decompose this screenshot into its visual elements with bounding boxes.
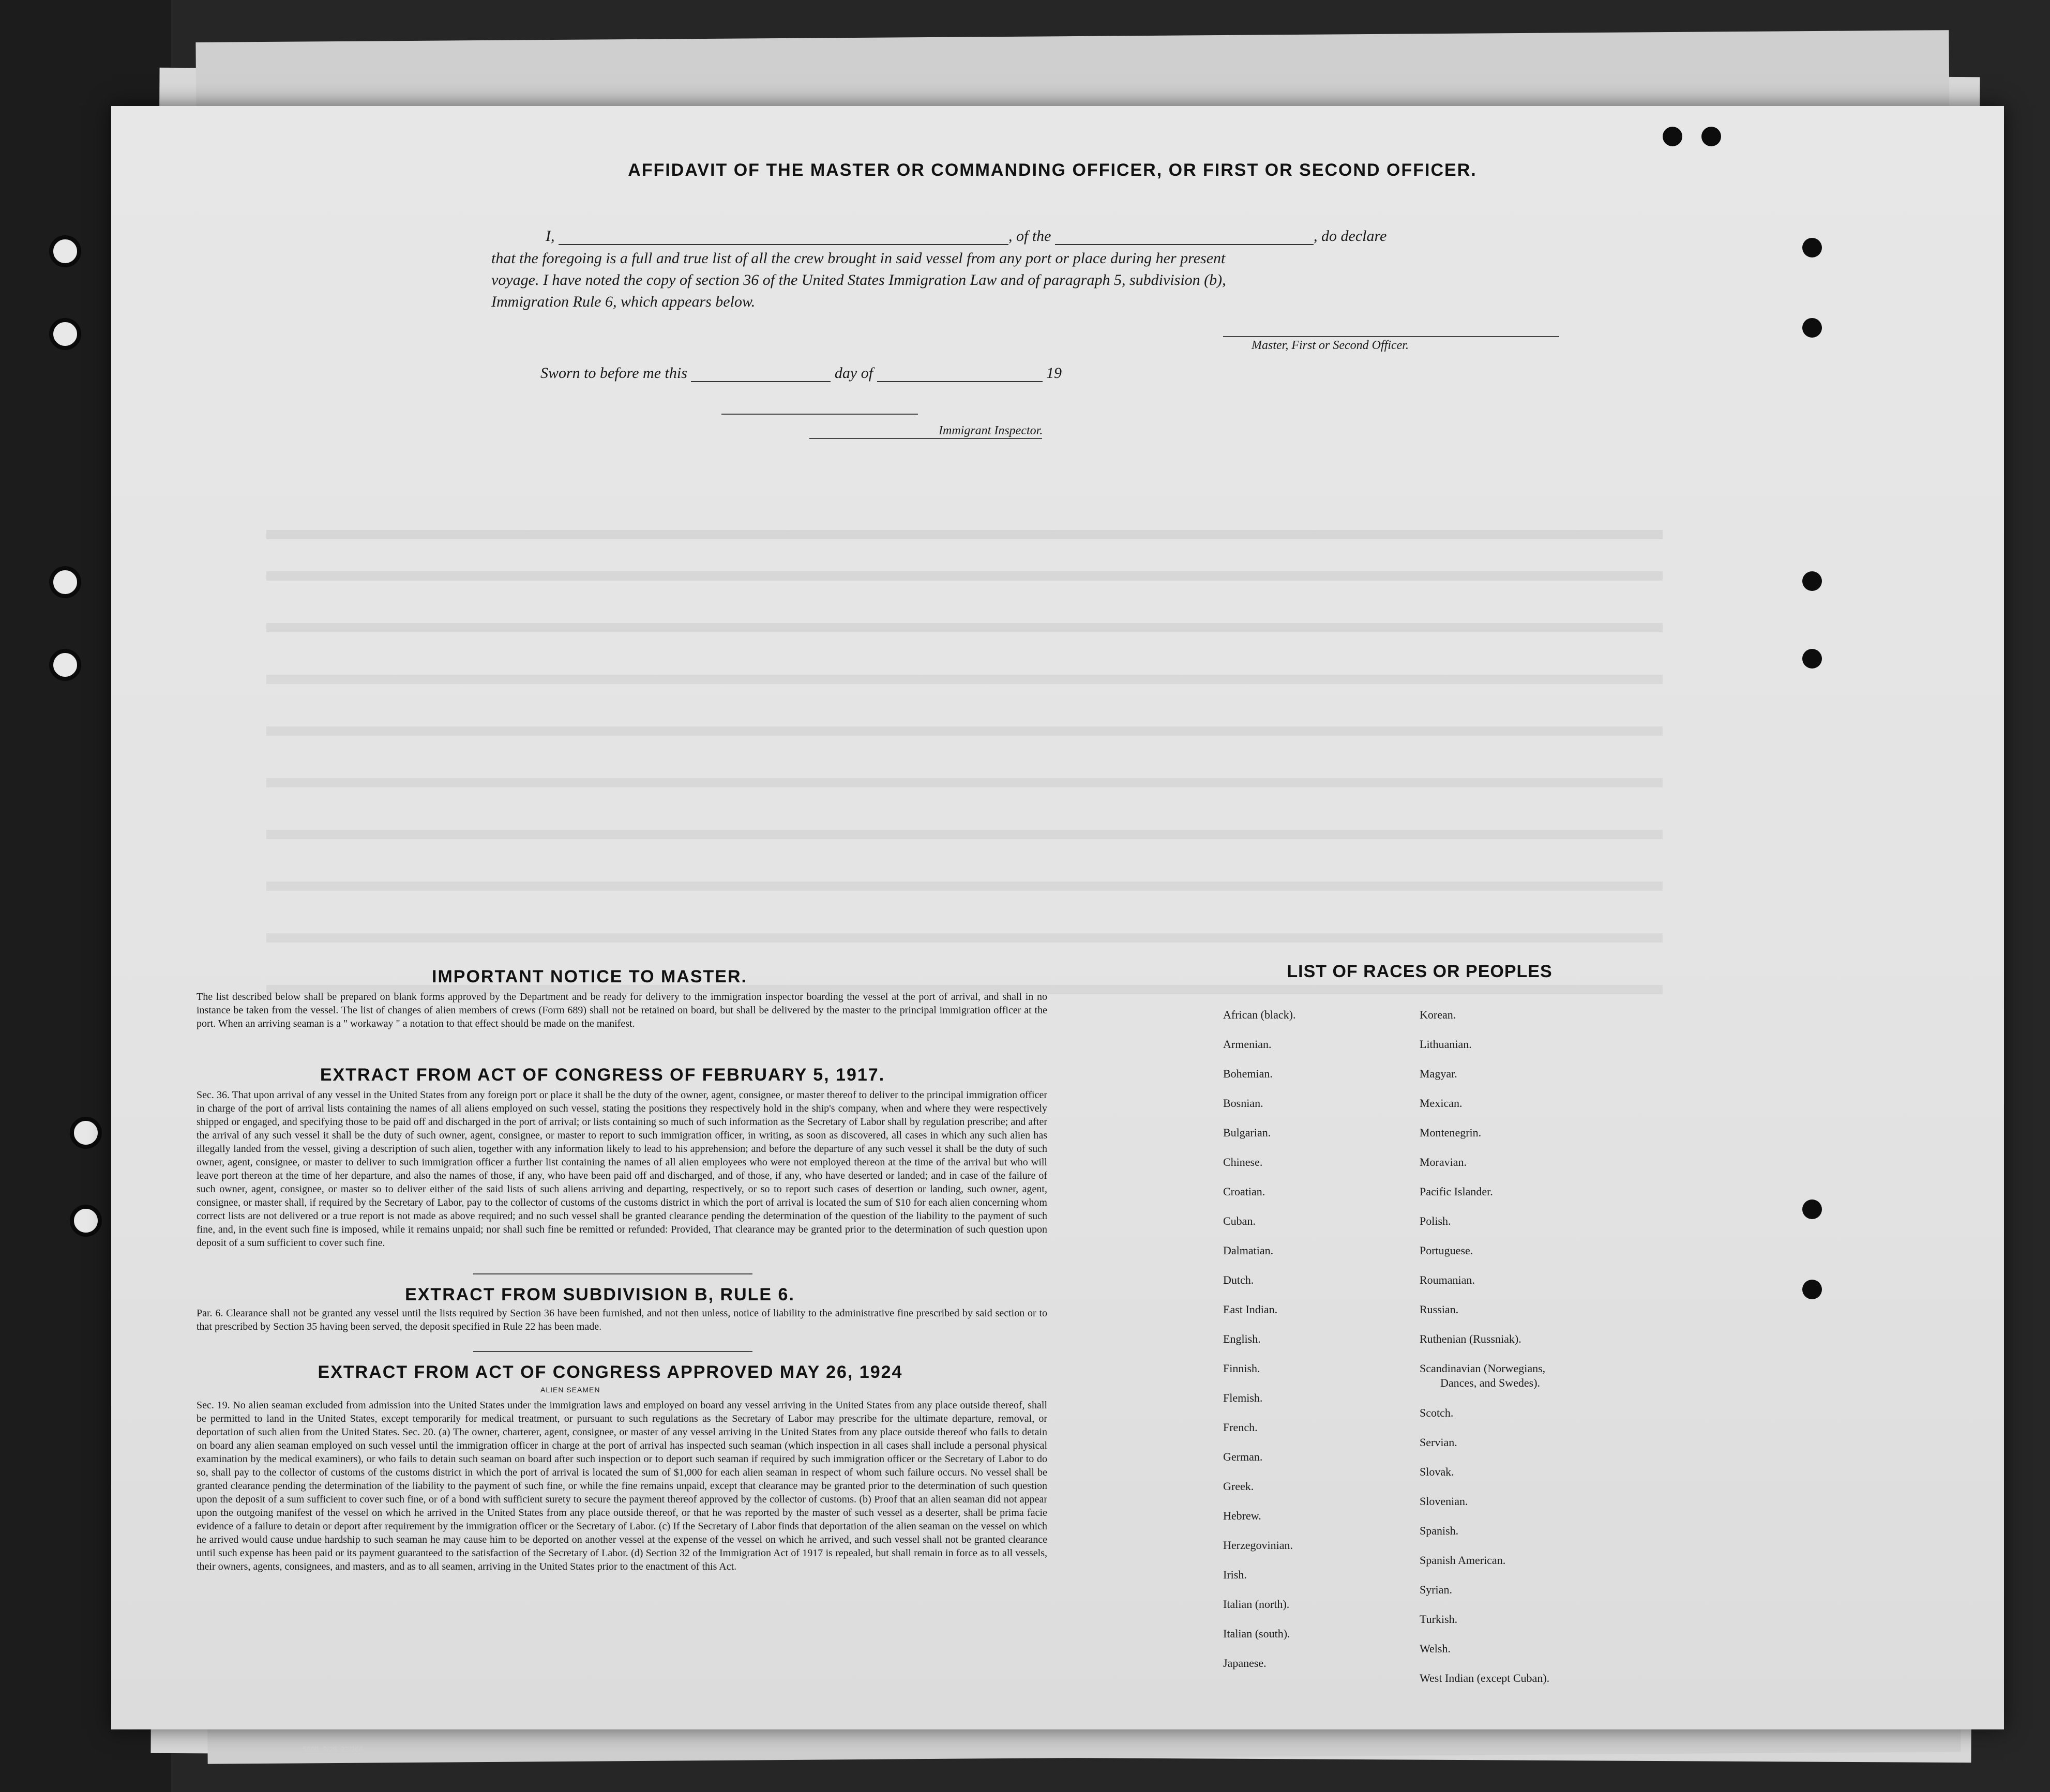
race-item: Servian. — [1420, 1436, 1457, 1449]
form-code: 5000. 3/29. 22/366. — [303, 1745, 365, 1753]
race-item: Japanese. — [1223, 1657, 1267, 1669]
show-through-row — [266, 830, 1663, 839]
binder-hole — [49, 566, 81, 598]
vessel-blank — [1055, 244, 1314, 245]
race-item: German. — [1223, 1450, 1263, 1463]
race-item: Chinese. — [1223, 1156, 1263, 1168]
race-item: Ruthenian (Russniak). — [1420, 1332, 1521, 1345]
affidavit-line-1 — [546, 227, 1580, 245]
show-through-row — [266, 882, 1663, 891]
race-item: Portuguese. — [1420, 1244, 1473, 1257]
year-prefix: 19 — [1046, 365, 1062, 382]
race-item: Bosnian. — [1223, 1097, 1263, 1110]
punch-hole — [1802, 1280, 1822, 1299]
race-item: Spanish American. — [1420, 1554, 1506, 1567]
race-item: English. — [1223, 1332, 1261, 1345]
race-item: Spanish. — [1420, 1524, 1459, 1537]
month-blank — [877, 381, 1043, 382]
race-item: Irish. — [1223, 1568, 1247, 1581]
race-item: Dalmatian. — [1223, 1244, 1274, 1257]
race-item: Bohemian. — [1223, 1067, 1273, 1080]
show-through-row — [266, 933, 1663, 943]
race-item: African (black). — [1223, 1008, 1296, 1021]
inspector-caption: Immigrant Inspector. — [939, 424, 1043, 437]
races-title: LIST OF RACES OR PEOPLES — [1287, 962, 1552, 981]
punch-hole — [1802, 571, 1822, 591]
signature-line — [1223, 336, 1559, 337]
race-item: Welsh. — [1420, 1642, 1451, 1655]
punch-hole — [1802, 649, 1822, 669]
binder-hole — [70, 1205, 102, 1237]
binder-hole — [70, 1117, 102, 1149]
show-through-row — [266, 778, 1663, 787]
punch-hole — [1802, 238, 1822, 257]
race-item: Bulgarian. — [1223, 1126, 1271, 1139]
race-item: Dutch. — [1223, 1273, 1254, 1286]
show-through-row — [266, 675, 1663, 684]
extract-rule6-body: Par. 6. Clearance shall not be granted any vessel until the lists required by Section 36 have been furnished, and not then unless, notice of liability to the administrative fine prescribed by said section or to that prescribed by Section 35 having been served, the deposit specified in Rule 22 has been made. — [197, 1308, 1047, 1332]
race-item: Dances, and Swedes). — [1440, 1376, 1541, 1389]
race-item: Slovenian. — [1420, 1495, 1468, 1508]
extract-1924-body: Sec. 19. No alien seaman excluded from admission into the United States under the immigration laws and employed on board any vessel arriving in the United States from any place outside thereof, shall be permitted to land in the United States, except temporarily for medical treatment, or pursuant to such regulations as the Secretary of Labor may prescribe for the ultimate departure, removal, or deportation of such alien from the United States. Sec. 20. (a) The owner, charterer, agent, consignee, or master of any vessel arriving in the United States from any place outside thereof who fails to detain on board any alien seaman employed on such vessel until the immigration officer in charge at the port of arrival has inspected such seaman (which inspection in all cases shall include a personal physical examination by the medical examiners), or who fails to detain such seaman on board after such inspection or to deport such seaman if required by such immigration officer or the Secretary of Labor to do so, shall pay to the collector of customs of the customs district in which the port of arrival is located the sum of $1,000 for each alien seaman in respect of whom such failure occurs. No vessel shall be granted clearance pending the determination of the liability to the payment of such fine, or while the fine remains unpaid, except that clearance may be granted prior to the determination of such question upon the deposit of a sum sufficient to cover such fine, or of a bond with sufficient surety to secure the payment thereof approved by the collector of customs. (b) Proof that an alien seaman did not appear upon the outgoing manifest of the vessel on which he arrived in the United States from any place outside thereof, or that he was reported by the master of such vessel as a deserter, shall be prima facie evidence of a failure to detain or deport after requirement by the immigration officer or the Secretary of Labor. (c) If the Secretary of Labor finds that deportation of the alien seaman on the vessel on which he arrived would cause undue hardship to such seaman he may cause him to be deported on another vessel at the expense of the vessel on which he arrived, and such vessel shall not be granted clearance until such expense has been paid or its payment guaranteed to the satisfaction of the Secretary of Labor. (d) Section 32 of the Immigration Act of 1917 is repealed, but shall remain in force as to all vessels, their owners, agents, consignees, and masters, and as to all seamen, arriving in the United States prior to the enactment of this Act. — [197, 1400, 1047, 1572]
race-item: Finnish. — [1223, 1362, 1260, 1375]
show-through-row — [266, 623, 1663, 632]
race-item: East Indian. — [1223, 1303, 1278, 1316]
race-item: Slovak. — [1420, 1465, 1454, 1478]
race-item: Hebrew. — [1223, 1509, 1261, 1522]
race-item: Armenian. — [1223, 1038, 1272, 1051]
inspector-line — [809, 438, 1042, 439]
name-blank — [559, 244, 1008, 245]
punch-hole — [1701, 127, 1721, 146]
race-item: Herzegovinian. — [1223, 1539, 1293, 1552]
race-item: Cuban. — [1223, 1214, 1256, 1227]
affidavit-declare: , do declare — [1314, 227, 1387, 245]
affidavit-of-the: , of the — [1008, 227, 1051, 245]
notice-body: The list described below shall be prepared on blank forms approved by the Department and be ready for delivery to the immigration inspector boarding the vessel at the port of arrival, and shall in no instance be taken from the vessel. The list of changes of alien members of crews (Form 689) shall not be retained on board, but shall be delivered by the master to the principal immigration officer at the port. When an arriving seaman is a " workaway " a notation to that effect should be made on the manifest. — [197, 991, 1047, 1029]
race-item: Flemish. — [1223, 1391, 1263, 1404]
extract-1924-title: EXTRACT FROM ACT OF CONGRESS APPROVED MAY 26, 1924 — [318, 1362, 903, 1382]
show-through-row — [266, 530, 1663, 539]
race-item: Syrian. — [1420, 1583, 1452, 1596]
race-item: Polish. — [1420, 1214, 1451, 1227]
show-through-row — [266, 726, 1663, 736]
extract-1917-title: EXTRACT FROM ACT OF CONGRESS OF FEBRUARY 5, 1917. — [320, 1065, 885, 1085]
punch-hole — [1802, 318, 1822, 338]
day-of-text: day of — [834, 365, 873, 382]
extract-1924-subtitle: ALIEN SEAMEN — [540, 1386, 600, 1394]
section-divider — [473, 1273, 752, 1274]
race-item: Scandinavian (Norwegians, — [1420, 1362, 1546, 1375]
affidavit-line-2: that the foregoing is a full and true list of all the crew brought in said vessel from any port or place during her present — [491, 250, 1226, 267]
affidavit-line-3: voyage. I have noted the copy of section 36 of the United States Immigration Law and of paragraph 5, subdivision (b), — [491, 271, 1226, 288]
affidavit-i: I, — [546, 227, 555, 245]
binder-hole — [49, 318, 81, 350]
punch-hole — [1663, 127, 1682, 146]
sworn-line — [540, 365, 1062, 382]
race-item: Magyar. — [1420, 1067, 1457, 1080]
race-item: Moravian. — [1420, 1156, 1467, 1168]
race-item: Croatian. — [1223, 1185, 1265, 1198]
notice-title: IMPORTANT NOTICE TO MASTER. — [432, 967, 747, 986]
race-item: Korean. — [1420, 1008, 1456, 1021]
binder-hole — [49, 235, 81, 267]
race-item: Roumanian. — [1420, 1273, 1475, 1286]
race-item: Montenegrin. — [1420, 1126, 1482, 1139]
race-item: Turkish. — [1420, 1613, 1458, 1626]
race-item: Mexican. — [1420, 1097, 1463, 1110]
show-through-row — [266, 571, 1663, 581]
race-item: Italian (north). — [1223, 1598, 1290, 1611]
race-item: West Indian (except Cuban). — [1420, 1672, 1550, 1684]
race-item: Lithuanian. — [1420, 1038, 1472, 1051]
punch-hole — [1802, 1199, 1822, 1219]
race-item: Italian (south). — [1223, 1627, 1290, 1640]
race-item: Scotch. — [1420, 1406, 1454, 1419]
section-divider — [473, 1351, 752, 1352]
document-page — [111, 106, 2004, 1729]
extract-rule6-title: EXTRACT FROM SUBDIVISION B, RULE 6. — [405, 1285, 795, 1304]
race-item: French. — [1223, 1421, 1258, 1434]
race-item: Pacific Islander. — [1420, 1185, 1493, 1198]
sworn-text: Sworn to before me this — [540, 365, 687, 382]
race-item: Russian. — [1420, 1303, 1459, 1316]
sworn-day-blank — [691, 381, 831, 382]
race-item: Greek. — [1223, 1480, 1254, 1493]
signature-caption: Master, First or Second Officer. — [1252, 339, 1409, 352]
binder-hole — [49, 649, 81, 681]
affidavit-title: AFFIDAVIT OF THE MASTER OR COMMANDING OFFICER, OR FIRST OR SECOND OFFICER. — [628, 160, 1477, 180]
affidavit-line-4: Immigration Rule 6, which appears below. — [491, 293, 756, 310]
extract-1917-body: Sec. 36. That upon arrival of any vessel in the United States from any foreign port or place it shall be the duty of the owner, agent, consignee, or master thereof to deliver to the principal immigration officer in charge of the port of arrival lists containing the names of all aliens employed on such vessel, stating the positions they respectively hold in the ship's company, when and where they were respectively shipped or engaged, and specifying those to be paid off and discharged in the port of arrival; or lists containing so much of such information as the Secretary of Labor shall by regulation prescribe; and after the arrival of any such vessel it shall be the duty of such owner, agent, consignee, or master to report to such immigration officer, in writing, as soon as discovered, all cases in which any such alien has illegally landed from the vessel, giving a description of such alien, together with any information likely to lead to his apprehension; and before the departure of any such vessel it shall be the duty of such owner, agent, consignee, or master to deliver to such immigration officer a further list containing the names of all alien employees who were not employed thereon at the time of the arrival but who will leave port thereon at the time of her departure, and also the names of those, if any, who have been paid off and discharged, and of those, if any, who have deserted or landed; and in case of the failure of such owner, agent, consignee, or master so to deliver either of the said lists of such aliens arriving and departing, respectively, or so to report such cases of desertion or landing, such owner, agent, consignee, or master shall, if required by the Secretary of Labor, pay to the collector of customs of the customs district in which the port of arrival is located the sum of $10 for each alien concerning whom correct lists are not delivered or a true report is not made as above required; and no such vessel shall be granted clearance pending the determination of the question of the liability to the payment of such fine, and, in the event such fine is imposed, while it remains unpaid; nor shall such fine be remitted or refunded: Provided, That clearance may be granted prior to the determination of such question upon deposit of a sum sufficient to cover such fine. — [197, 1089, 1047, 1249]
inspector-top-line — [721, 414, 918, 415]
